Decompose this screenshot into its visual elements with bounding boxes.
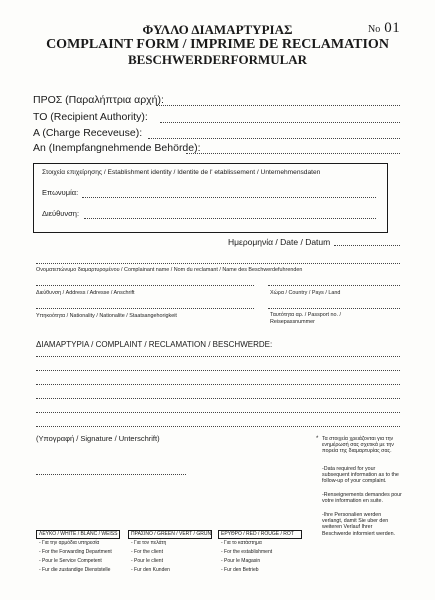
copy-white-row: - Pour le Service Competent	[39, 558, 102, 564]
copy-red-row: - Για το κατάστημα	[221, 540, 262, 546]
recipient-field-en[interactable]	[160, 122, 400, 123]
establishment-box	[33, 163, 388, 233]
establishment-name-field[interactable]	[82, 197, 376, 198]
complainant-nationality-label: Υπηκοότητα / Nationality / Nationalite / Staatsangehorigkeit	[36, 313, 177, 319]
copy-green-header: ΠΡΑΣΙΝΟ / GREEN / VERT / GRUN	[128, 530, 212, 539]
date-label: Ημερομηνία / Date / Datum	[228, 237, 331, 247]
title-en-fr: COMPLAINT FORM / IMPRIME DE RECLAMATION	[46, 37, 389, 52]
complainant-name-label: Ονοματεπώνυμο διαμαρτυρομένου / Complainant name / Nom du reclamant / Name des Beschwerdefuhrenden	[36, 267, 303, 273]
title-greek: ΦΥΛΛΟ ΔΙΑΜΑΡΤΥΡΙΑΣ	[142, 22, 293, 37]
complaint-line[interactable]	[36, 370, 400, 371]
note-greek-text: Τα στοιχεία χρειάζονται για την ενημέρωσή σας σχετικά με την πορεία της διαμαρτυρίας σας.	[322, 436, 394, 455]
copy-green-row: - Για τον πελάτη	[131, 540, 167, 546]
note-en: -Data required for your subsequent information as to the follow-up of your complaint.	[322, 466, 399, 485]
note-fr: -Renseignements demandes pour votre information en suite.	[322, 492, 402, 505]
copy-distribution	[36, 530, 302, 586]
recipient-field-greek[interactable]	[156, 105, 400, 106]
copy-green	[128, 530, 212, 575]
establishment-address-label: Διεύθυνση:	[42, 209, 80, 218]
recipient-label-en: TO (Recipient Authority):	[33, 111, 148, 123]
complaint-header: ΔΙΑΜΑΡΤΥΡΙΑ / COMPLAINT / RECLAMATION / BESCHWERDE:	[36, 340, 273, 349]
note-de: -Ihre Personalien werden verlangt, damit Sie uber den weiteren Verlauf Ihrer Beschwerde informiert werden.	[322, 512, 396, 537]
complainant-address-label: Διεύθυνση / Address / Adresse / Anschrift	[36, 290, 135, 296]
copy-white-header: ΛΕΥΚΟ / WHITE / BLANC / WEISS	[36, 530, 120, 539]
complainant-address-field[interactable]	[36, 285, 254, 286]
complaint-line[interactable]	[36, 426, 400, 427]
recipient-label-greek: ΠΡΟΣ (Παραλήπτρια αρχή):	[33, 94, 164, 106]
form-number-value: 01	[384, 20, 401, 36]
complainant-passport-label-2: Reisepassnummer	[270, 319, 315, 325]
establishment-header: Στοιχεία επιχείρησης / Establishment identity / Identite de l' etablissement / Unternehmensdaten	[42, 169, 321, 176]
copy-white	[36, 530, 120, 575]
copy-white-row: - For the Forwarding Department	[39, 549, 112, 555]
title-de: BESCHWERDERFORMULAR	[127, 52, 308, 67]
signature-field[interactable]	[36, 474, 186, 475]
copy-red-header: ΕΡΥΘΡΟ / RED / ROUGE / ROT	[218, 530, 302, 539]
complainant-nationality-field[interactable]	[36, 308, 254, 309]
complainant-passport-label-1: Ταυτότητα αρ. / Passport no. /	[270, 312, 342, 318]
date-field[interactable]	[334, 245, 400, 246]
complaint-line[interactable]	[36, 412, 400, 413]
recipient-label-fr: A (Charge Receveuse):	[33, 127, 143, 139]
asterisk-icon: *	[316, 436, 319, 442]
complaint-line[interactable]	[36, 398, 400, 399]
recipient-field-fr[interactable]	[148, 138, 400, 139]
copy-green-row: - Pour le client	[131, 558, 163, 564]
copy-red-row: - For the establishment	[221, 549, 273, 555]
form-number-label: No	[368, 24, 381, 35]
copy-red-row: - Fur den Betrieb	[221, 567, 259, 573]
complainant-country-field[interactable]	[268, 285, 400, 286]
recipient-field-de[interactable]	[186, 153, 400, 154]
copy-white-row: - Για την αρμόδια υπηρεσία	[39, 540, 100, 546]
complainant-country-label: Χώρα / Country / Pays / Land	[270, 290, 341, 296]
copy-white-row: - Fur die zustandige Dienststelle	[39, 567, 111, 573]
copy-green-row: - For the client	[131, 549, 163, 555]
complaint-line[interactable]	[36, 384, 400, 385]
signature-label: (Υπογραφή / Signature / Unterschrift)	[36, 434, 160, 443]
establishment-name-label: Επωνυμία:	[42, 188, 79, 197]
complainant-name-field[interactable]	[36, 263, 400, 264]
complaint-line[interactable]	[36, 356, 400, 357]
complainant-passport-field[interactable]	[268, 308, 400, 309]
form-titles	[0, 22, 435, 67]
copy-green-row: - Fur den Kunden	[131, 567, 170, 573]
copy-red	[218, 530, 302, 575]
copy-red-row: - Pour le Magasin	[221, 558, 261, 564]
note-greek	[316, 436, 402, 455]
recipient-label-de: An (Inempfangnehmende Behörde):	[33, 142, 201, 154]
establishment-address-field[interactable]	[84, 218, 376, 219]
